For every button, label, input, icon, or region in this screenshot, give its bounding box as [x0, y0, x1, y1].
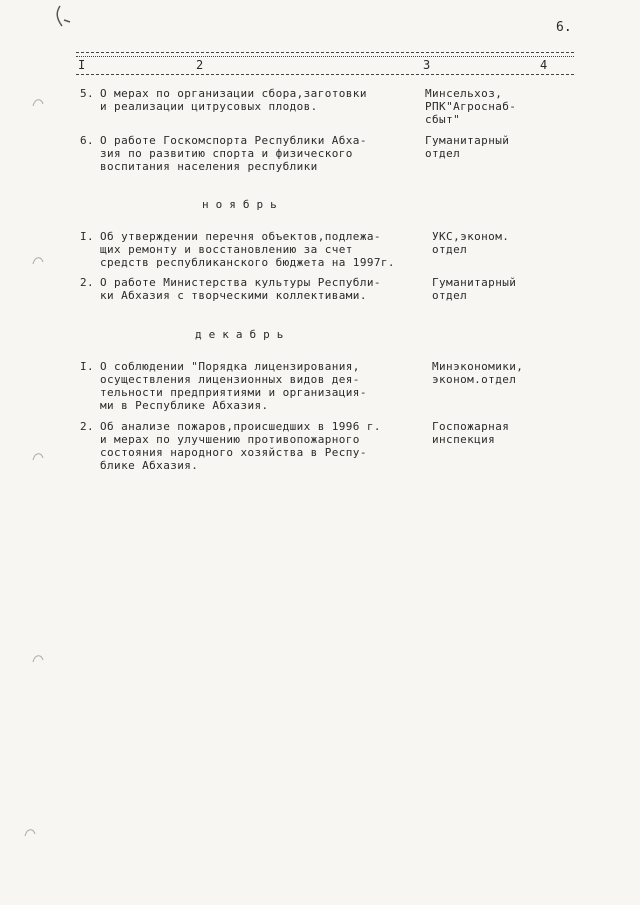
page-number: 6. — [556, 20, 572, 35]
month-heading-november: ноябрь — [202, 198, 284, 211]
item-text: О работе Госкомспорта Республики Абха- зия по развитию спорта и физического воспитания населения республики — [100, 134, 367, 173]
margin-smudge-icon — [22, 826, 38, 840]
item-number: 2. — [79, 276, 94, 289]
item-department: Госпожарная инспекция — [432, 420, 510, 446]
item-text: Об анализе пожаров,происшедших в 1996 г. и мерах по улучшению противопожарного состояния народного хозяйства в Респу- блике Абхазия. — [100, 420, 381, 472]
item-department: Минсельхоз, РПК"Агроснаб- сбыт" — [425, 87, 517, 126]
item-number: 6. — [79, 134, 94, 147]
item-text: О мерах по организации сбора,заготовки и реализации цитрусовых плодов. — [100, 87, 367, 113]
item-number: 5. — [79, 87, 94, 100]
item-text: О работе Министерства культуры Республи- ки Абхазия с творческими коллективами. — [100, 276, 381, 302]
item-department: УКС,эконом. отдел — [432, 230, 510, 256]
item-department: Гуманитарный отдел — [425, 134, 510, 160]
margin-smudge-icon — [30, 450, 46, 464]
item-department: Гуманитарный отдел — [432, 276, 517, 302]
item-number: I. — [79, 230, 94, 243]
header-rule-bottom — [76, 74, 574, 75]
column-number-4: 4 — [540, 58, 548, 72]
header-rule-top — [76, 52, 574, 53]
column-number-1: I — [78, 58, 86, 72]
header-rule-double — [76, 56, 574, 57]
column-number-3: 3 — [423, 58, 431, 72]
item-department: Минэкономики, эконом.отдел — [432, 360, 524, 386]
margin-smudge-icon — [30, 652, 46, 666]
item-number: I. — [79, 360, 94, 373]
pen-mark-icon — [54, 4, 74, 30]
item-text: О соблюдении "Порядка лицензирования, осуществления лицензионных видов дея- тельности предприятиями и организация- ми в Республике Абхазия. — [100, 360, 367, 412]
item-number: 2. — [79, 420, 94, 433]
margin-smudge-icon — [30, 254, 46, 268]
item-text: Об утверждении перечня объектов,подлежа- щих ремонту и восстановлению за счет средств республиканского бюджета на 1997г. — [100, 230, 395, 269]
month-heading-december: декабрь — [195, 328, 291, 341]
margin-smudge-icon — [30, 96, 46, 110]
column-number-2: 2 — [196, 58, 204, 72]
